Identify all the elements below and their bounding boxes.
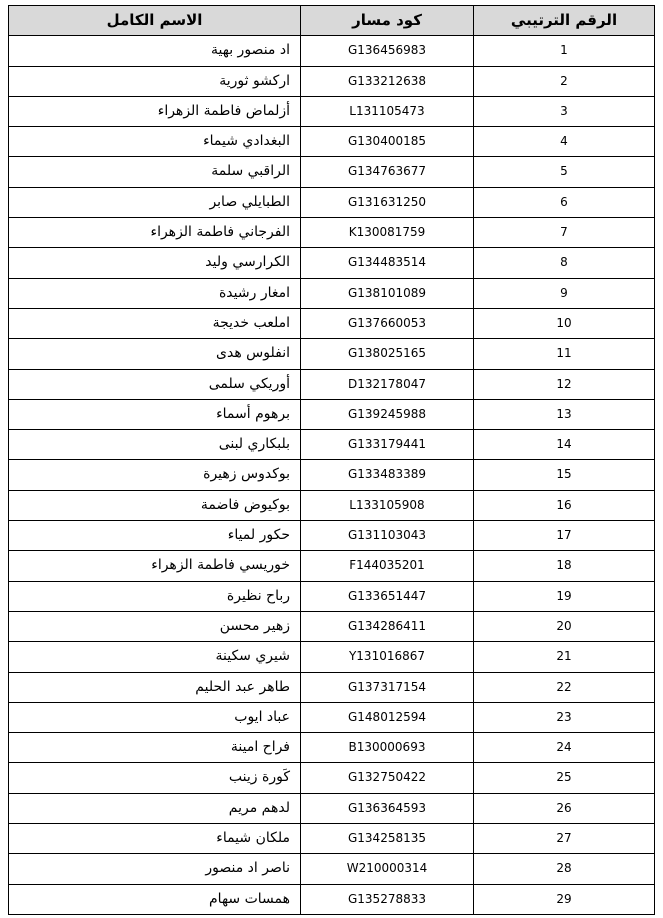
row-full-name: ناصر اد منصور bbox=[9, 854, 301, 884]
row-index: 2 bbox=[474, 66, 655, 96]
table-row bbox=[9, 884, 655, 914]
row-index: 12 bbox=[474, 369, 655, 399]
row-full-name: الكرارسي وليد bbox=[9, 248, 301, 278]
table-row bbox=[9, 430, 655, 460]
row-code: L133105908 bbox=[301, 490, 474, 520]
table-row bbox=[9, 66, 655, 96]
row-code: D132178047 bbox=[301, 369, 474, 399]
row-code: G137660053 bbox=[301, 308, 474, 338]
row-index: 13 bbox=[474, 399, 655, 429]
header-name: الاسم الكامل bbox=[9, 6, 301, 36]
row-index: 8 bbox=[474, 248, 655, 278]
row-full-name: لدهم مريم bbox=[9, 793, 301, 823]
row-code: L131105473 bbox=[301, 96, 474, 126]
table-row bbox=[9, 733, 655, 763]
row-full-name: حكور لمياء bbox=[9, 521, 301, 551]
row-index: 1 bbox=[474, 36, 655, 66]
row-full-name: طاهر عبد الحليم bbox=[9, 672, 301, 702]
row-full-name: الفرجاني فاطمة الزهراء bbox=[9, 218, 301, 248]
row-index: 4 bbox=[474, 127, 655, 157]
row-full-name: الطبايلي صابر bbox=[9, 187, 301, 217]
row-code: G135278833 bbox=[301, 884, 474, 914]
row-full-name: فراح امينة bbox=[9, 733, 301, 763]
table-row bbox=[9, 248, 655, 278]
table-row bbox=[9, 218, 655, 248]
row-code: G133483389 bbox=[301, 460, 474, 490]
row-index: 24 bbox=[474, 733, 655, 763]
row-code: G136364593 bbox=[301, 793, 474, 823]
table-row bbox=[9, 157, 655, 187]
row-index: 19 bbox=[474, 581, 655, 611]
table-row bbox=[9, 611, 655, 641]
row-code: G136456983 bbox=[301, 36, 474, 66]
row-code: G134286411 bbox=[301, 611, 474, 641]
row-index: 5 bbox=[474, 157, 655, 187]
row-index: 23 bbox=[474, 702, 655, 732]
header-index: الرقم الترتيبي bbox=[474, 6, 655, 36]
table-body bbox=[9, 36, 655, 915]
names-table bbox=[8, 5, 655, 915]
table-row bbox=[9, 278, 655, 308]
row-code: W210000314 bbox=[301, 854, 474, 884]
table-row bbox=[9, 490, 655, 520]
row-full-name: اد منصور بهية bbox=[9, 36, 301, 66]
row-index: 11 bbox=[474, 339, 655, 369]
table-header-row bbox=[9, 6, 655, 36]
row-code: G133651447 bbox=[301, 581, 474, 611]
row-code: G133179441 bbox=[301, 430, 474, 460]
row-code: G131631250 bbox=[301, 187, 474, 217]
row-index: 26 bbox=[474, 793, 655, 823]
row-full-name: املعب خديجة bbox=[9, 308, 301, 338]
header-code: كود مسار bbox=[301, 6, 474, 36]
table-row bbox=[9, 702, 655, 732]
row-index: 9 bbox=[474, 278, 655, 308]
row-index: 15 bbox=[474, 460, 655, 490]
row-full-name: كَورة زينب bbox=[9, 763, 301, 793]
row-index: 6 bbox=[474, 187, 655, 217]
row-index: 21 bbox=[474, 642, 655, 672]
names-list-sheet bbox=[8, 5, 654, 915]
row-code: G133212638 bbox=[301, 66, 474, 96]
row-index: 20 bbox=[474, 611, 655, 641]
row-full-name: برهوم أسماء bbox=[9, 399, 301, 429]
row-full-name: اركشو ثورية bbox=[9, 66, 301, 96]
row-full-name: عباد ايوب bbox=[9, 702, 301, 732]
row-code: G137317154 bbox=[301, 672, 474, 702]
row-index: 29 bbox=[474, 884, 655, 914]
table-row bbox=[9, 187, 655, 217]
row-full-name: زهير محسن bbox=[9, 611, 301, 641]
row-code: G138025165 bbox=[301, 339, 474, 369]
row-full-name: ملكان شيماء bbox=[9, 824, 301, 854]
table-row bbox=[9, 763, 655, 793]
row-full-name: همسات سهام bbox=[9, 884, 301, 914]
row-full-name: خوريسي فاطمة الزهراء bbox=[9, 551, 301, 581]
row-index: 18 bbox=[474, 551, 655, 581]
table-row bbox=[9, 642, 655, 672]
table-row bbox=[9, 308, 655, 338]
row-index: 17 bbox=[474, 521, 655, 551]
table-row bbox=[9, 551, 655, 581]
table-row bbox=[9, 369, 655, 399]
row-index: 28 bbox=[474, 854, 655, 884]
row-full-name: بلبكاري لبنى bbox=[9, 430, 301, 460]
row-code: G132750422 bbox=[301, 763, 474, 793]
row-index: 25 bbox=[474, 763, 655, 793]
row-full-name: بوكدوس زهيرة bbox=[9, 460, 301, 490]
table-row bbox=[9, 460, 655, 490]
row-code: G139245988 bbox=[301, 399, 474, 429]
row-code: B130000693 bbox=[301, 733, 474, 763]
row-full-name: الراقبي سلمة bbox=[9, 157, 301, 187]
table-row bbox=[9, 793, 655, 823]
row-code: G134258135 bbox=[301, 824, 474, 854]
row-full-name: البغدادي شيماء bbox=[9, 127, 301, 157]
row-index: 7 bbox=[474, 218, 655, 248]
table-row bbox=[9, 581, 655, 611]
row-index: 16 bbox=[474, 490, 655, 520]
row-index: 22 bbox=[474, 672, 655, 702]
row-full-name: أوريكي سلمى bbox=[9, 369, 301, 399]
row-full-name: امغار رشيدة bbox=[9, 278, 301, 308]
table-row bbox=[9, 127, 655, 157]
row-code: G130400185 bbox=[301, 127, 474, 157]
table-row bbox=[9, 672, 655, 702]
table-row bbox=[9, 96, 655, 126]
row-code: Y131016867 bbox=[301, 642, 474, 672]
row-code: F144035201 bbox=[301, 551, 474, 581]
row-index: 3 bbox=[474, 96, 655, 126]
row-index: 27 bbox=[474, 824, 655, 854]
table-row bbox=[9, 854, 655, 884]
table-row bbox=[9, 36, 655, 66]
row-index: 10 bbox=[474, 308, 655, 338]
row-full-name: بوكيوض فاضمة bbox=[9, 490, 301, 520]
table-row bbox=[9, 521, 655, 551]
row-full-name: انفلوس هدى bbox=[9, 339, 301, 369]
row-code: K130081759 bbox=[301, 218, 474, 248]
table-row bbox=[9, 399, 655, 429]
row-code: G134483514 bbox=[301, 248, 474, 278]
table-row bbox=[9, 824, 655, 854]
row-code: G138101089 bbox=[301, 278, 474, 308]
row-full-name: أزلماض فاطمة الزهراء bbox=[9, 96, 301, 126]
row-code: G134763677 bbox=[301, 157, 474, 187]
row-full-name: شيري سكينة bbox=[9, 642, 301, 672]
row-code: G131103043 bbox=[301, 521, 474, 551]
row-full-name: رباح نظيرة bbox=[9, 581, 301, 611]
row-code: G148012594 bbox=[301, 702, 474, 732]
table-row bbox=[9, 339, 655, 369]
row-index: 14 bbox=[474, 430, 655, 460]
